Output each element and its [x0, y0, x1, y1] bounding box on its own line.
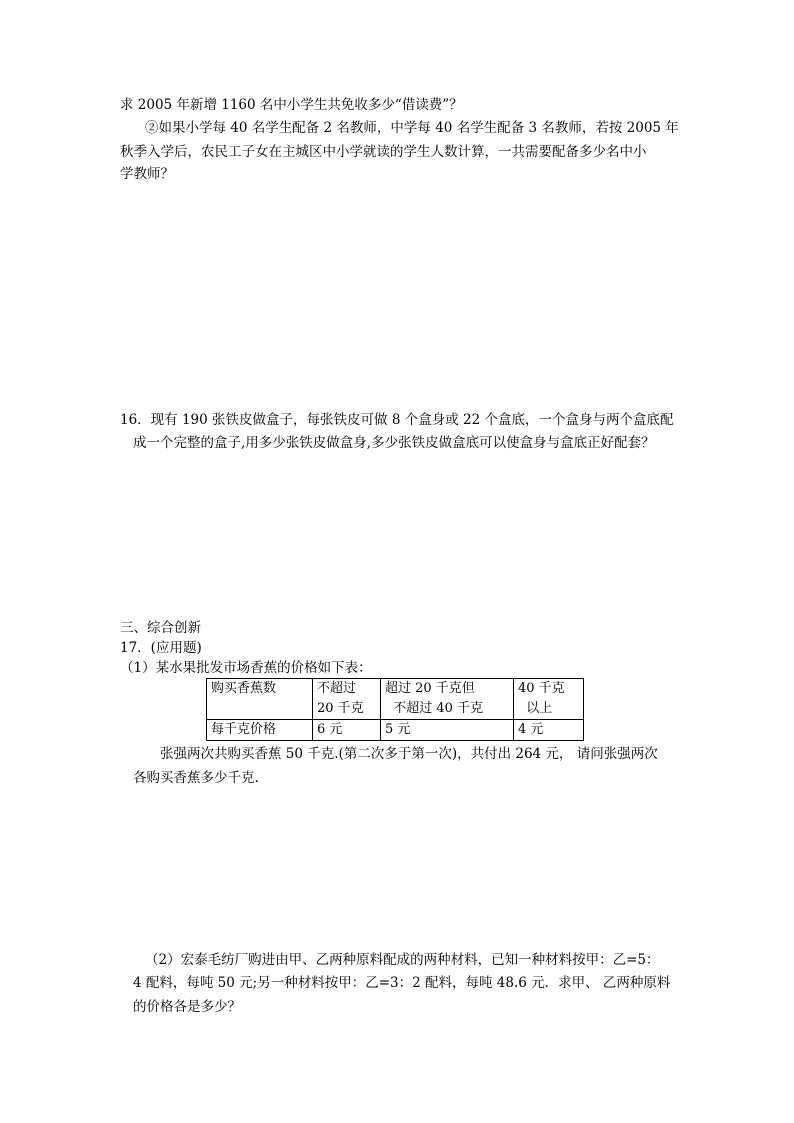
table-row — [207, 679, 584, 720]
q17-part1-line1: 张强两次共购买香蕉 50 千克.(第二次多于第一次)，共付出 264 元， 请问张强两次 — [160, 746, 658, 762]
table-cell: 5 元 — [381, 720, 514, 741]
banana-price-table — [206, 678, 584, 741]
table-cell: 4 元 — [514, 720, 584, 741]
q16-line1: 16．现有 190 张铁皮做盒子，每张铁皮可做 8 个盒身或 22 个盒底，一个盒身与两个盒底配 — [120, 412, 674, 428]
table-header-cell: 超过 20 千克但 不超过 40 千克 — [381, 679, 514, 720]
q17-part1-line2: 各购买香蕉多少千克. — [133, 770, 259, 786]
q15-part2-line1: ②如果小学每 40 名学生配备 2 名教师，中学每 40 名学生配备 3 名教师，若按 2005 年 — [145, 120, 679, 136]
q17-part2-line1: （2）宏泰毛纺厂购进由甲、乙两种原料配成的两种材料，已知一种材料按甲：乙=5： — [145, 952, 660, 968]
q16-line2: 成一个完整的盒子,用多少张铁皮做盒身,多少张铁皮做盒底可以使盒身与盒底正好配套？ — [133, 435, 655, 451]
section-heading: 三、综合创新 — [120, 620, 201, 636]
table-cell: 每千克价格 — [207, 720, 313, 741]
table-header-cell: 购买香蕉数 — [207, 679, 313, 720]
q17-part1-intro: （1）某水果批发市场香蕉的价格如下表： — [120, 660, 372, 676]
q17-part2-line2: 4 配料，每吨 50 元;另一种材料按甲：乙=3：2 配料，每吨 48.6 元．求甲、 乙两种原料 — [133, 975, 671, 991]
q15-part2-line3: 学教师？ — [120, 166, 174, 182]
table-header-cell: 不超过 20 千克 — [313, 679, 381, 720]
q15-line1: 求 2005 年新增 1160 名中小学生共免收多少“借读费”？ — [120, 97, 463, 113]
q17-label: 17．(应用题) — [120, 640, 202, 656]
q15-part2-line2: 秋季入学后，农民工子女在主城区中小学就读的学生人数计算，一共需要配备多少名中小 — [120, 144, 647, 160]
table-row — [207, 720, 584, 741]
table-cell: 6 元 — [313, 720, 381, 741]
table-header-cell: 40 千克 以上 — [514, 679, 584, 720]
q17-part2-line3: 的价格各是多少？ — [133, 999, 241, 1015]
